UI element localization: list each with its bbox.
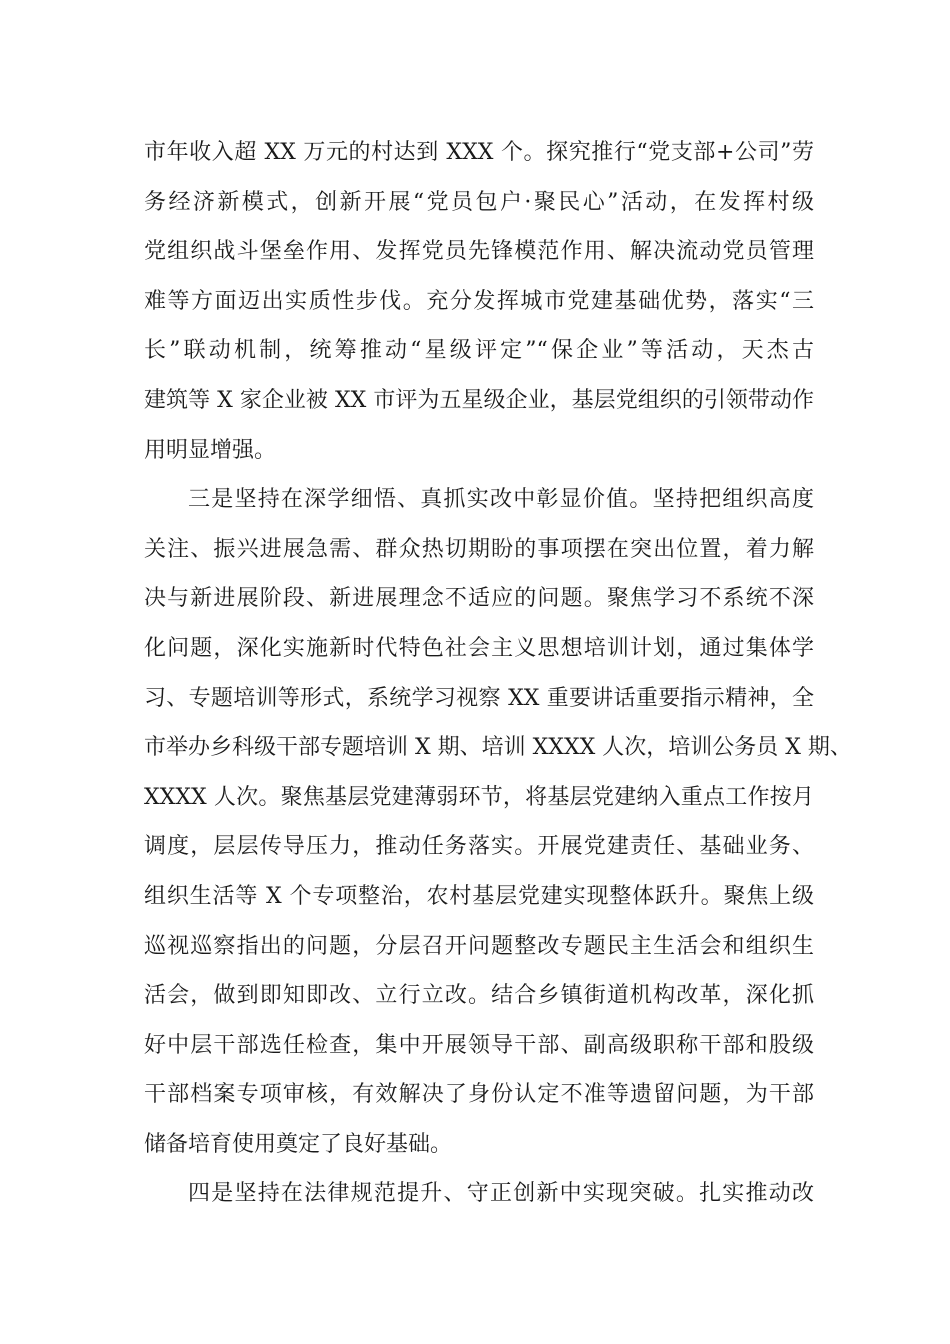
text-line: 务经济新模式，创新开展“党员包户·聚民心”活动，在发挥村级 [144,189,814,215]
text-line: 党组织战斗堡垒作用、发挥党员先锋模范作用、解决流动党员管理 [144,239,814,265]
text-line: 干部档案专项审核，有效解决了身份认定不准等遗留问题，为干部 [144,1082,814,1108]
text-line: 难等方面迈出实质性步伐。充分发挥城市党建基础优势，落实“三 [144,288,814,314]
text-line: 长”联动机制，统筹推动“星级评定”“保企业”等活动，天杰古 [144,338,814,364]
text-line: 调度，层层传导压力，推动任务落实。开展党建责任、基础业务、 [144,834,814,860]
text-line: 储备培育使用奠定了良好基础。 [144,1131,453,1157]
text-line: 用明显增强。 [144,437,277,463]
text-line: 市举办乡科级干部专题培训 X 期、培训 XXXX 人次，培训公务员 X 期、 [144,735,852,761]
text-line: 巡视巡察指出的问题，分层召开问题整改专题民主生活会和组织生 [144,933,814,959]
text-line: 习、专题培训等形式，系统学习视察 XX 重要讲话重要指示精神，全 [144,685,814,711]
text-line: 市年收入超 XX 万元的村达到 XXX 个。探究推行“党支部+公司”劳 [144,140,814,165]
text-line: 关注、振兴进展急需、群众热切期盼的事项摆在突出位置，着力解 [144,536,814,562]
text-line: 建筑等 X 家企业被 XX 市评为五星级企业，基层党组织的引领带动作 [144,387,814,413]
text-line: 决与新进展阶段、新进展理念不适应的问题。聚焦学习不系统不深 [144,586,814,612]
paragraph-start-line: 三是坚持在深学细悟、真抓实改中彰显价值。坚持把组织高度 [188,487,814,513]
text-line: 组织生活等 X 个专项整治，农村基层党建实现整体跃升。聚焦上级 [144,883,814,909]
text-line: 活会，做到即知即改、立行立改。结合乡镇街道机构改革，深化抓 [144,983,814,1009]
body-text [144,128,852,1219]
text-line: XXXX 人次。聚焦基层党建薄弱环节，将基层党建纳入重点工作按月 [144,784,814,810]
text-line: 好中层干部选任检查，集中开展领导干部、副高级职称干部和股级 [144,1032,814,1058]
text-line: 化问题，深化实施新时代特色社会主义思想培训计划，通过集体学 [144,635,814,661]
paragraph-start-line: 四是坚持在法律规范提升、守正创新中实现突破。扎实推动改 [188,1181,814,1207]
